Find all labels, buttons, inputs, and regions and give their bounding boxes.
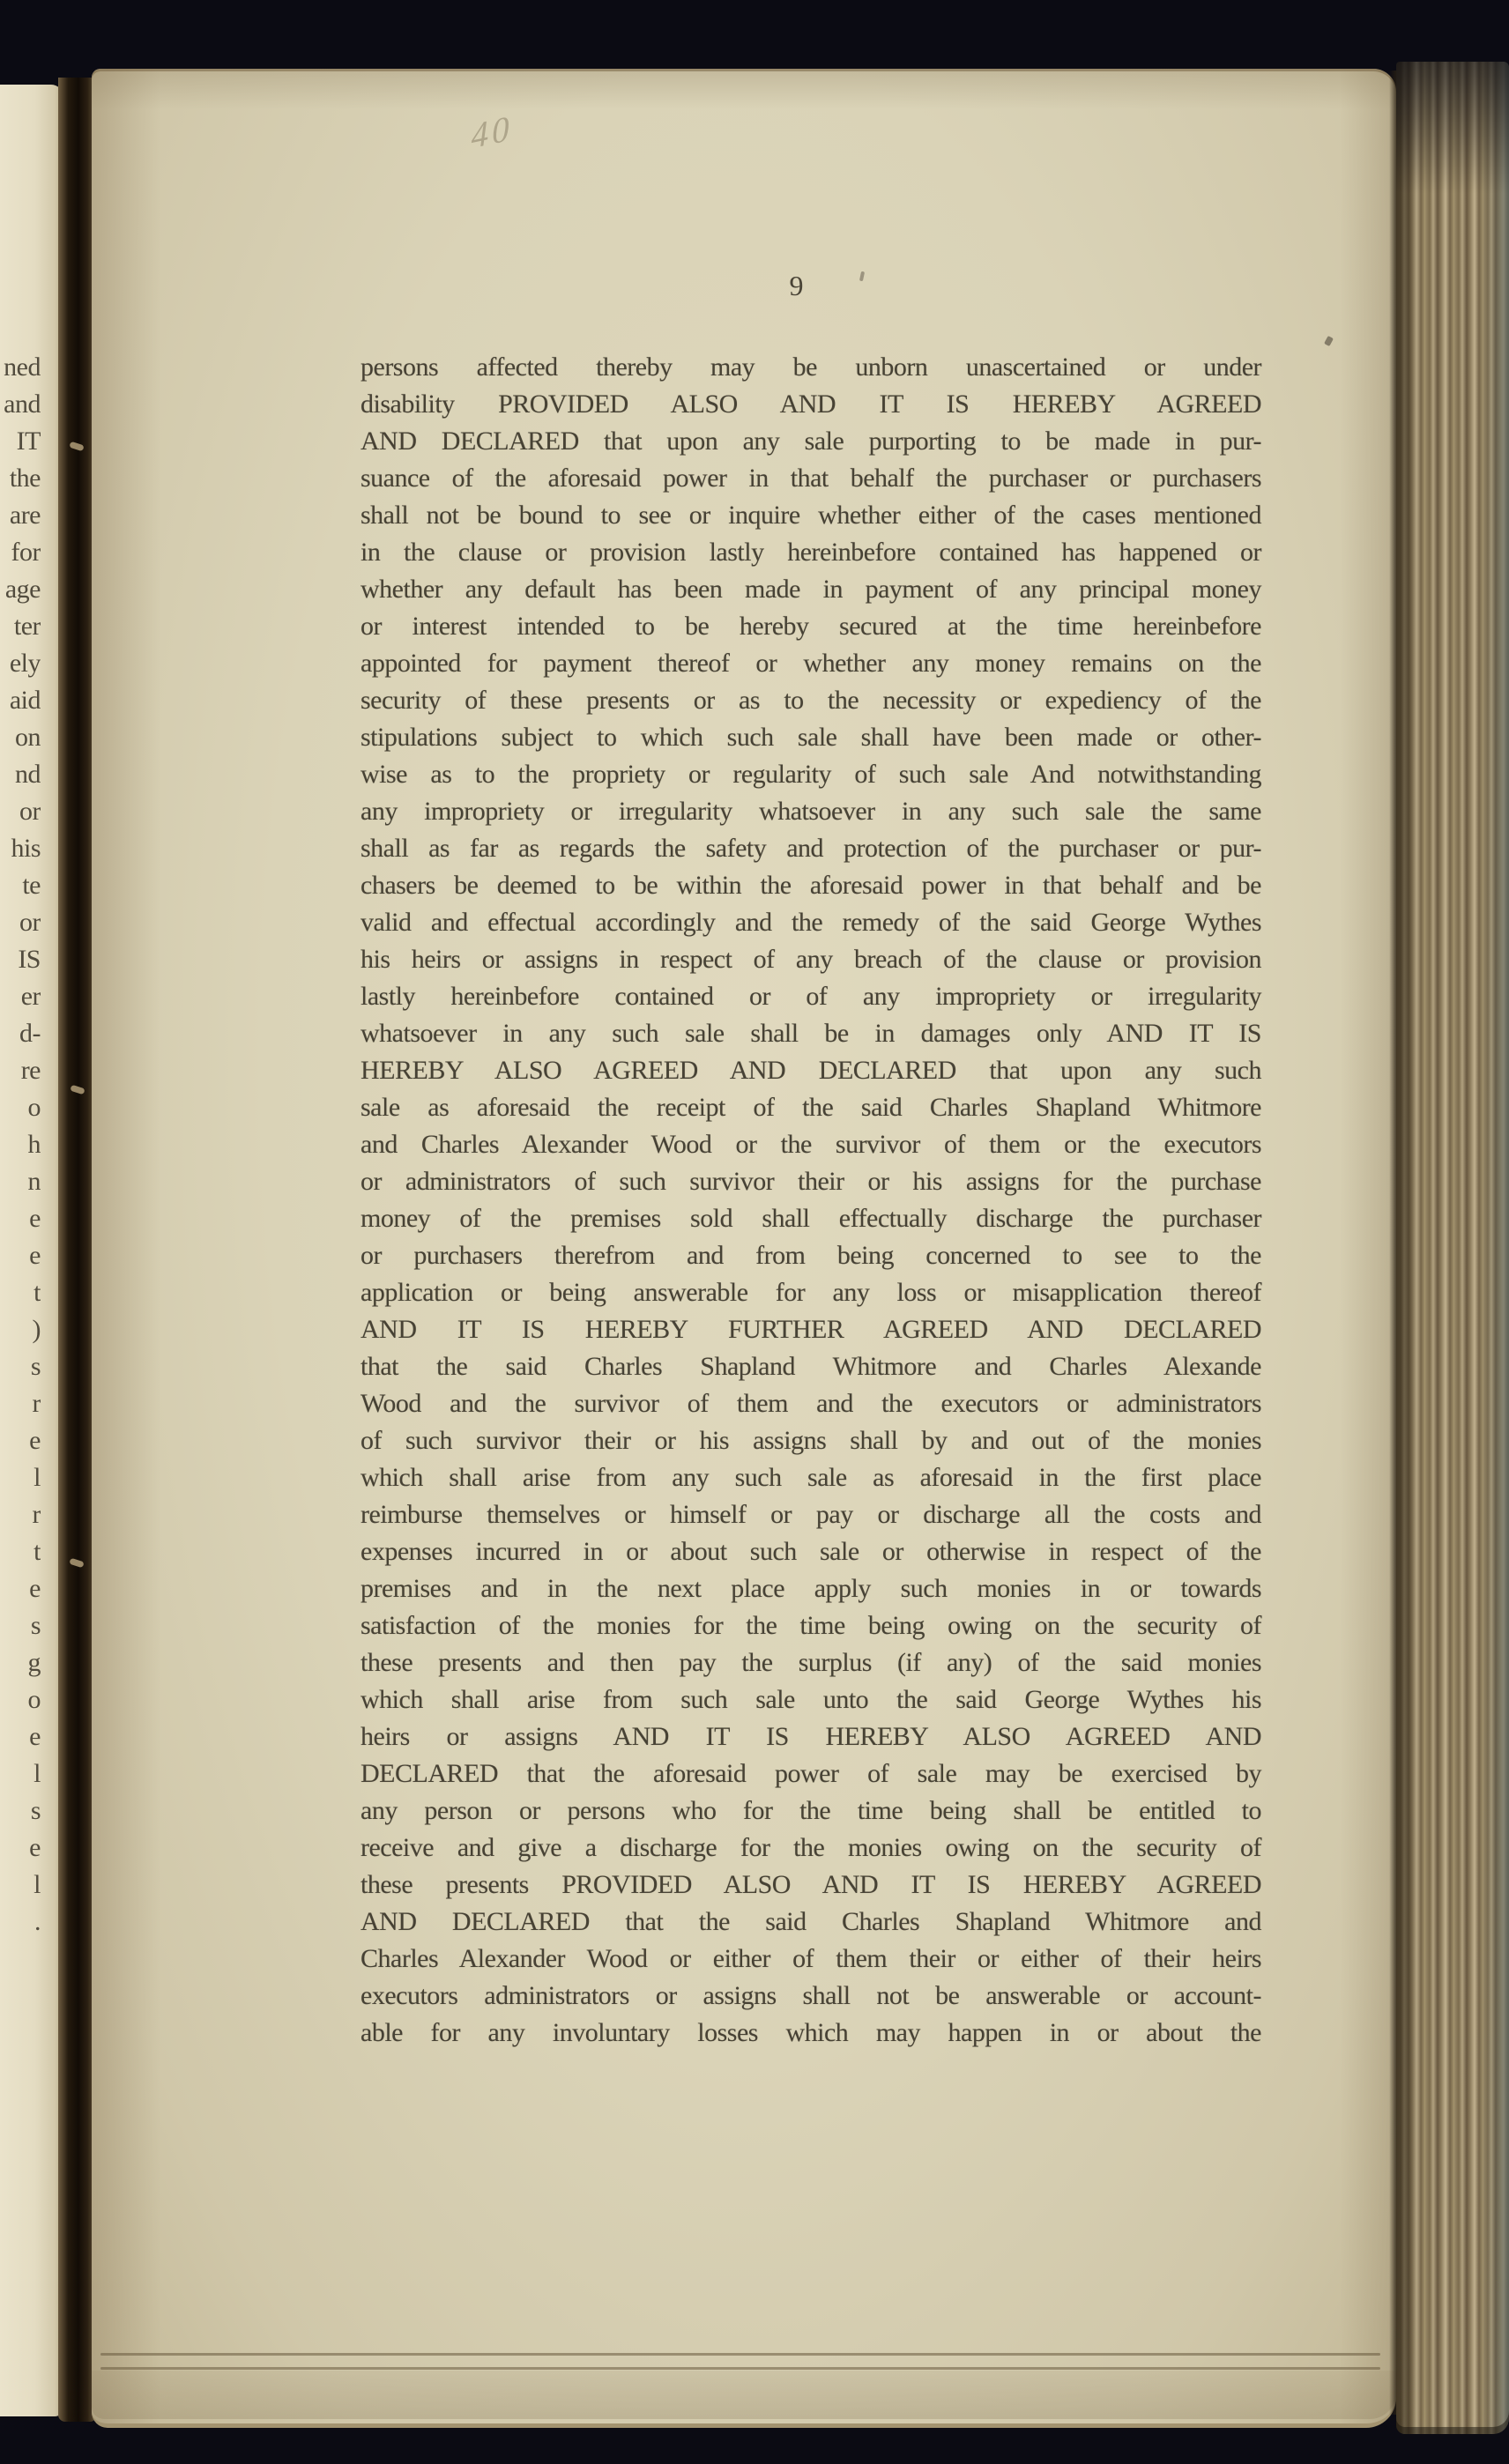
bottom-page-margin-shading: [92, 2371, 1396, 2419]
text-line: stipulations subject to which such sale shall have been made or other-: [361, 723, 1261, 752]
facing-page-text-fragment: aid: [9, 686, 41, 715]
facing-page-text-fragment: re: [20, 1056, 41, 1085]
ink-speck: [1324, 336, 1334, 346]
facing-page-text-fragment: his: [11, 834, 41, 863]
facing-page-text-fragment: n: [27, 1167, 41, 1196]
binding-stitch: [69, 442, 84, 452]
text-line: whatsoever in any such sale shall be in damages only AND IT IS: [361, 1019, 1261, 1048]
text-line: whether any default has been made in payment of any principal money: [361, 575, 1261, 604]
text-line: HEREBY ALSO AGREED AND DECLARED that upon any such: [361, 1056, 1261, 1085]
text-line: application or being answerable for any loss or misapplication thereof: [361, 1278, 1261, 1307]
text-line: Wood and the survivor of them and the executors or administrators: [361, 1389, 1261, 1418]
text-line: executors administrators or assigns shall not be answerable or account-: [361, 1981, 1261, 2010]
facing-page-text-fragment: and: [4, 390, 41, 419]
facing-page-text-fragment: r: [32, 1389, 41, 1418]
facing-page-text-fragment: e: [29, 1574, 41, 1603]
text-line: that the said Charles Shapland Whitmore and Charles Alexande: [361, 1352, 1261, 1381]
text-line: money of the premises sold shall effectually discharge the purchaser: [361, 1204, 1261, 1233]
facing-page-text-column: [0, 349, 41, 2006]
facing-page-text-fragment: e: [29, 1241, 41, 1270]
text-line: or interest intended to be hereby secured at the time hereinbefore: [361, 612, 1261, 641]
text-line: these presents PROVIDED ALSO AND IT IS HEREBY AGREED: [361, 1870, 1261, 1899]
facing-page-text-fragment: ): [32, 1315, 41, 1344]
facing-page-text-fragment: .: [34, 1907, 41, 1936]
text-line: chasers be deemed to be within the aforesaid power in that behalf and be: [361, 871, 1261, 900]
facing-page-text-fragment: g: [27, 1648, 41, 1677]
facing-page-text-fragment: l: [33, 1870, 41, 1899]
page-number: 9: [789, 270, 805, 301]
page-stack-fore-edge: [1396, 62, 1509, 2434]
text-line: AND DECLARED that upon any sale purporting to be made in pur-: [361, 427, 1261, 456]
text-line: these presents and then pay the surplus (if any) of the said monies: [361, 1648, 1261, 1677]
bottom-page-edge-line: [100, 2367, 1380, 2370]
facing-page-text-fragment: t: [33, 1537, 41, 1566]
text-line: his heirs or assigns in respect of any breach of the clause or provision: [361, 945, 1261, 974]
facing-page-text-fragment: ter: [13, 612, 41, 641]
text-line: premises and in the next place apply such monies in or towards: [361, 1574, 1261, 1603]
facing-page-text-fragment: ely: [9, 649, 41, 678]
facing-page-text-fragment: r: [32, 1500, 41, 1529]
facing-page-text-fragment: d-: [19, 1019, 41, 1048]
text-line: able for any involuntary losses which may happen in or about the: [361, 2018, 1261, 2047]
facing-page-text-fragment: t: [33, 1278, 41, 1307]
bottom-page-edge-line: [100, 2353, 1380, 2356]
facing-page-text-fragment: s: [30, 1796, 41, 1825]
binding-stitch: [70, 1085, 85, 1095]
facing-page-text-fragment: nd: [15, 760, 41, 789]
text-line: valid and effectual accordingly and the remedy of the said George Wythes: [361, 908, 1261, 937]
facing-page-text-fragment: e: [29, 1204, 41, 1233]
binding-stitch: [69, 1558, 84, 1569]
text-line: any person or persons who for the time being shall be entitled to: [361, 1796, 1261, 1825]
facing-page-text-fragment: o: [27, 1093, 41, 1122]
text-line: in the clause or provision lastly hereinbefore contained has happened or: [361, 538, 1261, 567]
facing-page-text-fragment: l: [33, 1759, 41, 1788]
text-line: appointed for payment thereof or whether any money remains on the: [361, 649, 1261, 678]
text-line: wise as to the propriety or regularity of such sale And notwithstanding: [361, 760, 1261, 789]
body-text: [361, 349, 1261, 2052]
facing-page-text-fragment: are: [9, 501, 41, 530]
facing-page-text-fragment: ned: [4, 353, 41, 382]
facing-page-text-fragment: e: [29, 1722, 41, 1751]
facing-page-text-fragment: te: [22, 871, 41, 900]
text-line: which shall arise from any such sale as aforesaid in the first place: [361, 1463, 1261, 1492]
facing-page-text-fragment: l: [33, 1463, 41, 1492]
facing-page-text-fragment: on: [15, 723, 41, 752]
document-page: [92, 69, 1396, 2428]
text-line: of such survivor their or his assigns shall by and out of the monies: [361, 1426, 1261, 1455]
facing-page-text-fragment: h: [27, 1130, 41, 1159]
facing-page-text-fragment: o: [27, 1685, 41, 1714]
facing-page-text-fragment: er: [20, 982, 41, 1011]
text-line: and Charles Alexander Wood or the survivor of them or the executors: [361, 1130, 1261, 1159]
text-line: Charles Alexander Wood or either of them their or either of their heirs: [361, 1944, 1261, 1973]
facing-page-text-fragment: IT: [16, 427, 41, 456]
text-line: heirs or assigns AND IT IS HEREBY ALSO AGREED AND: [361, 1722, 1261, 1751]
text-line: AND IT IS HEREBY FURTHER AGREED AND DECLARED: [361, 1315, 1261, 1344]
text-line: AND DECLARED that the said Charles Shapland Whitmore and: [361, 1907, 1261, 1936]
facing-page-text-fragment: for: [11, 538, 41, 567]
text-line: disability PROVIDED ALSO AND IT IS HEREBY AGREED: [361, 390, 1261, 419]
facing-page-text-fragment: or: [19, 797, 41, 826]
text-line: DECLARED that the aforesaid power of sale may be exercised by: [361, 1759, 1261, 1788]
text-line: shall as far as regards the safety and protection of the purchaser or pur-: [361, 834, 1261, 863]
ink-speck: [859, 271, 865, 282]
text-line: persons affected thereby may be unborn unascertained or under: [361, 353, 1261, 382]
text-line: expenses incurred in or about such sale or otherwise in respect of the: [361, 1537, 1261, 1566]
text-line: shall not be bound to see or inquire whether either of the cases mentioned: [361, 501, 1261, 530]
text-line: receive and give a discharge for the monies owing on the security of: [361, 1833, 1261, 1862]
text-line: or administrators of such survivor their or his assigns for the purchase: [361, 1167, 1261, 1196]
facing-page-edge: [0, 85, 63, 2416]
facing-page-text-fragment: e: [29, 1426, 41, 1455]
text-line: suance of the aforesaid power in that behalf the purchaser or purchasers: [361, 464, 1261, 493]
text-line: which shall arise from such sale unto the said George Wythes his: [361, 1685, 1261, 1714]
facing-page-text-fragment: s: [30, 1352, 41, 1381]
text-line: or purchasers therefrom and from being concerned to see to the: [361, 1241, 1261, 1270]
facing-page-text-fragment: age: [4, 575, 41, 604]
facing-page-text-fragment: or: [19, 908, 41, 937]
facing-page-text-fragment: e: [29, 1833, 41, 1862]
facing-page-text-fragment: the: [9, 464, 41, 493]
facing-page-text-fragment: s: [30, 1611, 41, 1640]
text-line: any impropriety or irregularity whatsoever in any such sale the same: [361, 797, 1261, 826]
facing-page-text-fragment: IS: [18, 945, 41, 974]
pencil-annotation: 40: [470, 107, 514, 157]
text-line: security of these presents or as to the necessity or expediency of the: [361, 686, 1261, 715]
text-line: satisfaction of the monies for the time being owing on the security of: [361, 1611, 1261, 1640]
text-line: reimburse themselves or himself or pay or discharge all the costs and: [361, 1500, 1261, 1529]
text-line: sale as aforesaid the receipt of the said Charles Shapland Whitmore: [361, 1093, 1261, 1122]
text-line: lastly hereinbefore contained or of any impropriety or irregularity: [361, 982, 1261, 1011]
